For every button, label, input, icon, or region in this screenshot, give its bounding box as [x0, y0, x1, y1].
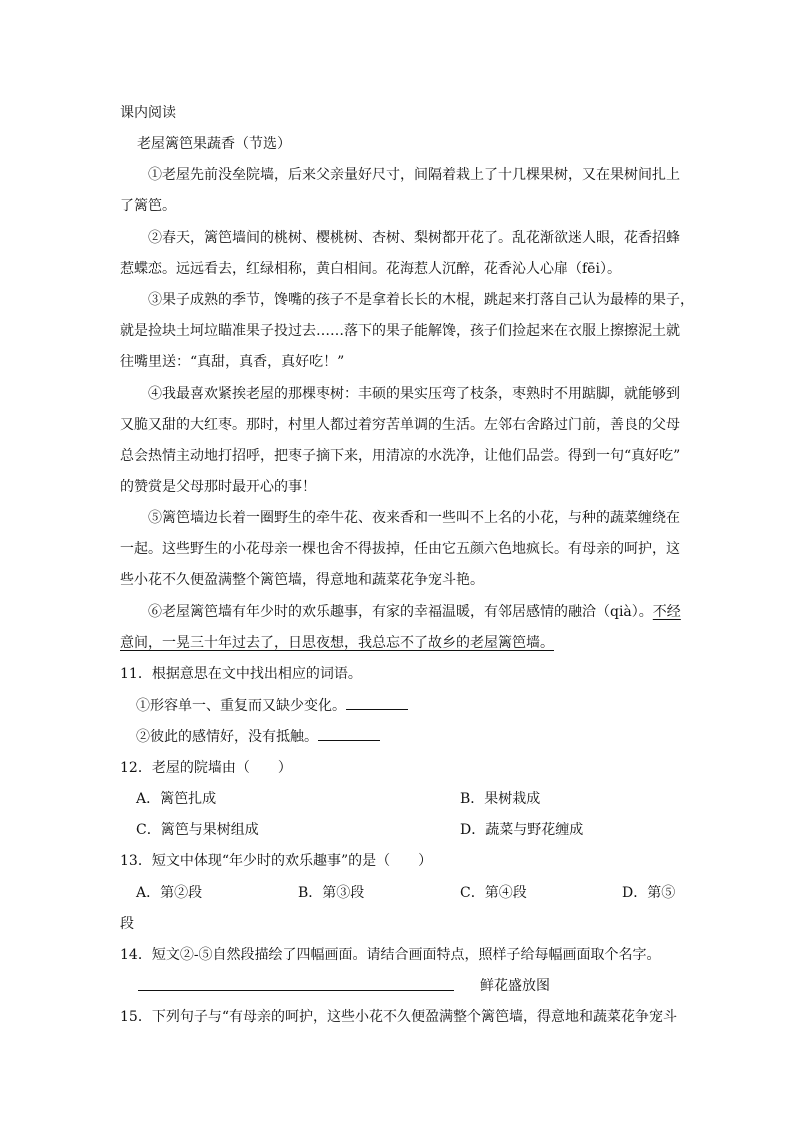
question-11-stem: 11．根据意思在文中找出相应的词语。 [120, 666, 362, 682]
question-15-stem: 15．下列句子与“有母亲的呵护，这些小花不久便盈满整个篱笆墙，得意地和蔬菜花争宠斗 [120, 1009, 677, 1025]
option-13-b[interactable]: B．第③段 [298, 885, 365, 901]
article-title: 老屋篱笆果蔬香（节选） [137, 136, 291, 152]
paragraph-3-line-3: 往嘴里送：“真甜，真香，真好吃！” [120, 354, 345, 370]
answer-blank-11-2[interactable] [318, 726, 380, 741]
question-13-stem: 13．短文中体现“年少时的欢乐趣事”的是（ ） [120, 853, 433, 869]
paragraph-2-line-1: ②春天，篱笆墙间的桃树、樱桃树、杏树、梨树都开花了。乱花渐欲迷人眼，花香招蜂 [148, 230, 680, 246]
paragraph-6-underlined-start: 不经 [652, 604, 681, 620]
paragraph-5-line-1: ⑤篱笆墙边长着一圈野生的牵牛花、夜来香和一些叫不上名的小花，与种的蔬菜缠绕在 [148, 510, 680, 526]
question-12-stem: 12．老屋的院墙由（ ） [120, 760, 292, 776]
option-12-b[interactable]: B．果树栽成 [460, 791, 541, 807]
answer-blank-14[interactable] [138, 976, 454, 991]
option-13-a[interactable]: A．第②段 [136, 885, 203, 901]
paragraph-3-line-1: ③果子成熟的季节，馋嘴的孩子不是拿着长长的木棍，跳起来打落自己认为最棒的果子， [148, 292, 694, 308]
option-12-c[interactable]: C．篱笆与果树组成 [136, 822, 259, 838]
question-11-item-1-text: ①形容单一、重复而又缺少变化。 [136, 698, 346, 714]
paragraph-6-line-1 [148, 602, 708, 622]
answer-blank-11-1[interactable] [346, 695, 408, 710]
paragraph-5-line-2: 一起。这些野生的小花母亲一棵也舍不得拔掉，任由它五颜六色地疯长。有母亲的呵护，这 [120, 541, 680, 557]
question-11-item-2-text: ②彼此的感情好，没有抵触。 [136, 729, 318, 745]
paragraph-4-line-3: 总会热情主动地打招呼，把枣子摘下来，用清凉的水洗净，让他们品尝。得到一句“真好吃” [120, 448, 681, 464]
paragraph-1-line-2: 了篱笆。 [120, 198, 176, 214]
paragraph-4-line-2: 又脆又甜的大红枣。那时，村里人都过着穷苦单调的生活。左邻右舍路过门前，善良的父母 [120, 417, 680, 433]
paragraph-4-line-4: 的赞赏是父母那时最开心的事！ [120, 479, 316, 495]
paragraph-4-line-1: ④我最喜欢紧挨老屋的那棵枣树：丰硕的果实压弯了枝条，枣熟时不用踮脚，就能够到 [148, 386, 680, 402]
section-heading: 课内阅读 [120, 105, 176, 121]
option-12-a[interactable]: A．篱笆扎成 [136, 791, 217, 807]
question-11-item-2 [136, 726, 696, 747]
paragraph-6-line-2 [120, 633, 680, 653]
option-12-d[interactable]: D．蔬菜与野花缠成 [460, 822, 584, 838]
paragraph-6-text: ⑥老屋篱笆墙有年少时的欢乐趣事，有家的幸福温暖，有邻居感情的融洽（qià）。 [148, 604, 653, 620]
option-13-c[interactable]: C．第④段 [460, 885, 527, 901]
paragraph-3-line-2: 就是捡块土坷垃瞄准果子投过去……落下的果子能解馋，孩子们捡起来在衣服上擦擦泥土就 [120, 323, 680, 339]
paragraph-6-underlined-end: 意间，一晃三十年过去了，日思夜想，我总忘不了故乡的老屋篱笆墙。 [120, 635, 554, 651]
question-11-item-1 [136, 695, 696, 716]
question-14-stem: 14．短文②-⑤自然段描绘了四幅画面。请结合画面特点，照样子给每幅画面取个名字。 [120, 947, 661, 963]
paragraph-1-line-1: ①老屋先前没垒院墙，后来父亲量好尺寸，间隔着栽上了十几棵果树，又在果树间扎上 [148, 167, 680, 183]
option-13-d[interactable]: D．第⑤ [622, 885, 676, 901]
paragraph-2-line-2: 惹蝶恋。远远看去，红绿相称，黄白相间。花海惹人沉醉，花香沁人心扉（fēi）。 [120, 261, 621, 277]
question-14-example: 鲜花盛放图 [480, 978, 550, 994]
option-13-d-wrap: 段 [120, 916, 134, 932]
paragraph-5-line-3: 些小花不久便盈满整个篱笆墙，得意地和蔬菜花争宠斗艳。 [120, 572, 484, 588]
